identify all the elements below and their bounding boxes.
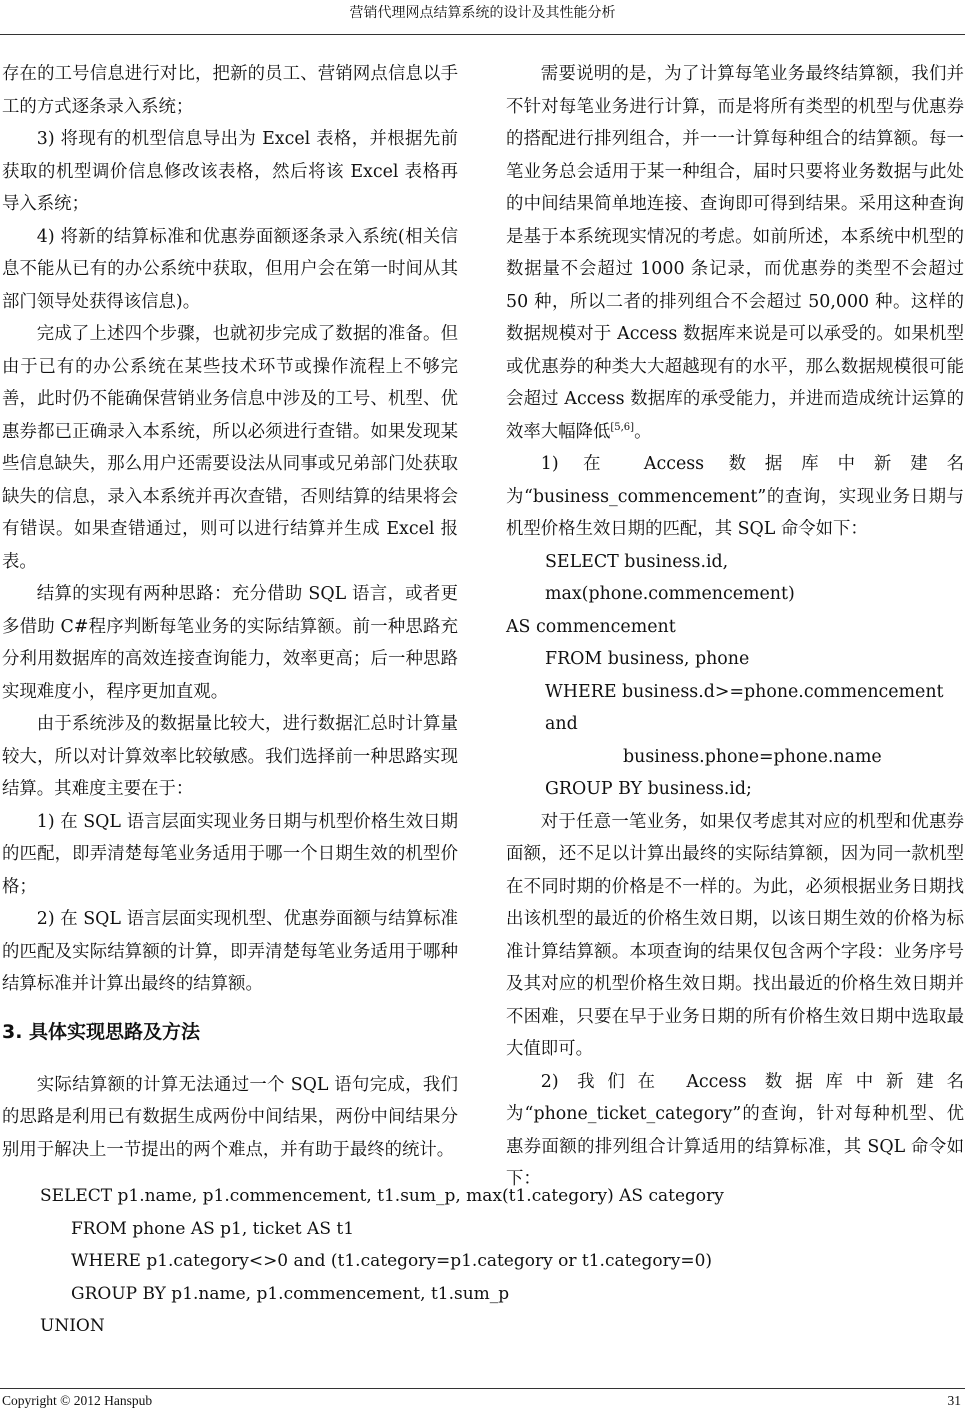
page-footer <box>0 1388 965 1413</box>
code-line: GROUP BY business.id; <box>545 779 752 799</box>
running-header-title: 营销代理网点结算系统的设计及其性能分析 <box>349 5 616 21</box>
paragraph: 结算的实现有两种思路：充分借助 SQL 语言，或者更多借助 C#程序判断每笔业务的实际结算额。前一种思路充分利用数据库的高效连接查询能力，效率更高；后一种思路实现难度小，程序更加直观。 <box>2 584 458 702</box>
left-column <box>2 58 458 1166</box>
paragraph: 由于系统涉及的数据量比较大，进行数据汇总时计算量较大，所以对计算效率比较敏感。我们选择前一种思路实现结算。其难度主要在于： <box>2 714 458 799</box>
list-item: 4) 将新的结算标准和优惠券面额逐条录入系统(相关信息不能从已有的办公系统中获取，但用户会在第一时间从其部门领导处获得该信息)。 <box>2 226 458 312</box>
code-line: SELECT business.id, max(phone.commencement) <box>545 551 795 604</box>
code-line: UNION <box>40 1316 105 1336</box>
page-number: 31 <box>947 1393 961 1408</box>
right-column <box>506 58 964 1196</box>
code-line: GROUP BY p1.name, p1.commencement, t1.sum_p <box>71 1283 510 1304</box>
citation: [5,6] <box>610 421 635 433</box>
paragraph: 存在的工号信息进行对比，把新的员工、营销网点信息以手工的方式逐条录入系统； <box>2 64 458 117</box>
paragraph-text: 需要说明的是，为了计算每笔业务最终结算额，我们并不针对每笔业务进行计算，而是将所有类型的机型与优惠券的搭配进行排列组合，并一一计算每种组合的结算额。每一笔业务总会适用于某一种组合，届时只要将业务数据与此处的中间结果简单地连接、查询即可得到结果。采用这种查询是基于本系统现实情况的考虑。如前所述，本系统中机型的数据量不会超过 1000 条记录，而优惠券的类型不会超过 50 种，所以二者的排列组合不会超过 50,000 种。这样的数据规模对于 Access 数据库来说是可以承受的。如果机型或优惠券的种类大大超越现有的水平，那么数据规模很可能会超过 Access 数据库的承受能力，并进而造成统计运算的效率大幅降低 <box>506 64 964 442</box>
paragraph: 实际结算额的计算无法通过一个 SQL 语句完成，我们的思路是利用已有数据生成两份中间结果，两份中间结果分别用于解决上一节提出的两个难点，并有助于最终的统计。 <box>2 1074 458 1160</box>
paragraph-end: 。 <box>634 421 652 442</box>
sql-code-block-full-width <box>40 1180 940 1343</box>
list-item: 3) 将现有的机型信息导出为 Excel 表格，并根据先前获取的机型调价信息修改该表格，然后将该 Excel 表格再导入系统； <box>2 129 458 214</box>
sql-code-block <box>506 546 964 806</box>
code-line: WHERE p1.category<>0 and (t1.category=p1.category or t1.category=0) <box>71 1251 713 1271</box>
list-item: 1) 在 Access 数据库中新建名为“business_commencement”的查询，实现业务日期与机型价格生效日期的匹配，其 SQL 命令如下： <box>506 454 964 539</box>
code-line: WHERE business.d>=phone.commencement and <box>545 681 944 734</box>
code-line: business.phone=phone.name <box>623 746 882 767</box>
list-item: 2) 我们在 Access 数据库中新建名为“phone_ticket_category”的查询，针对每种机型、优惠券面额的排列组合计算适用的结算标准，其 SQL 命令如下： <box>506 1071 964 1189</box>
copyright-notice: Copyright © 2012 Hanspub <box>2 1393 153 1408</box>
section-heading: 3. 具体实现思路及方法 <box>2 1020 201 1043</box>
code-line: SELECT p1.name, p1.commencement, t1.sum_p, max(t1.category) AS category <box>40 1186 724 1206</box>
code-line: FROM business, phone <box>545 649 750 669</box>
running-header <box>0 0 965 35</box>
list-item: 1) 在 SQL 语言层面实现业务日期与机型价格生效日期的匹配，即弄清楚每笔业务适用于哪一个日期生效的机型价格； <box>2 811 458 897</box>
paragraph <box>506 58 964 448</box>
paragraph: 完成了上述四个步骤，也就初步完成了数据的准备。但由于已有的办公系统在某些技术环节或操作流程上不够完善，此时仍不能确保营销业务信息中涉及的工号、机型、优惠券都已正确录入本系统，所以必须进行查错。如果发现某些信息缺失，那么用户还需要设法从同事或兄弟部门处获取缺失的信息，录入本系统并再次查错，否则结算的结果将会有错误。如果查错通过，则可以进行结算并生成 Excel 报表。 <box>2 324 458 572</box>
code-line: FROM phone AS p1, ticket AS t1 <box>71 1218 355 1239</box>
code-line: AS commencement <box>506 616 676 637</box>
paragraph: 对于任意一笔业务，如果仅考虑其对应的机型和优惠券面额，还不足以计算出最终的实际结算额，因为同一款机型在不同时期的价格是不一样的。为此，必须根据业务日期找出该机型的最近的价格生效日期，以该日期生效的价格为标准计算结算额。本项查询的结果仅包含两个字段：业务序号及其对应的机型价格生效日期。找出最近的价格生效日期并不困难，只要在早于业务日期的所有价格生效日期中选取最大值即可。 <box>506 811 964 1059</box>
list-item: 2) 在 SQL 语言层面实现机型、优惠券面额与结算标准的匹配及实际结算额的计算，即弄清楚每笔业务适用于哪种结算标准并计算出最终的结算额。 <box>2 909 458 994</box>
